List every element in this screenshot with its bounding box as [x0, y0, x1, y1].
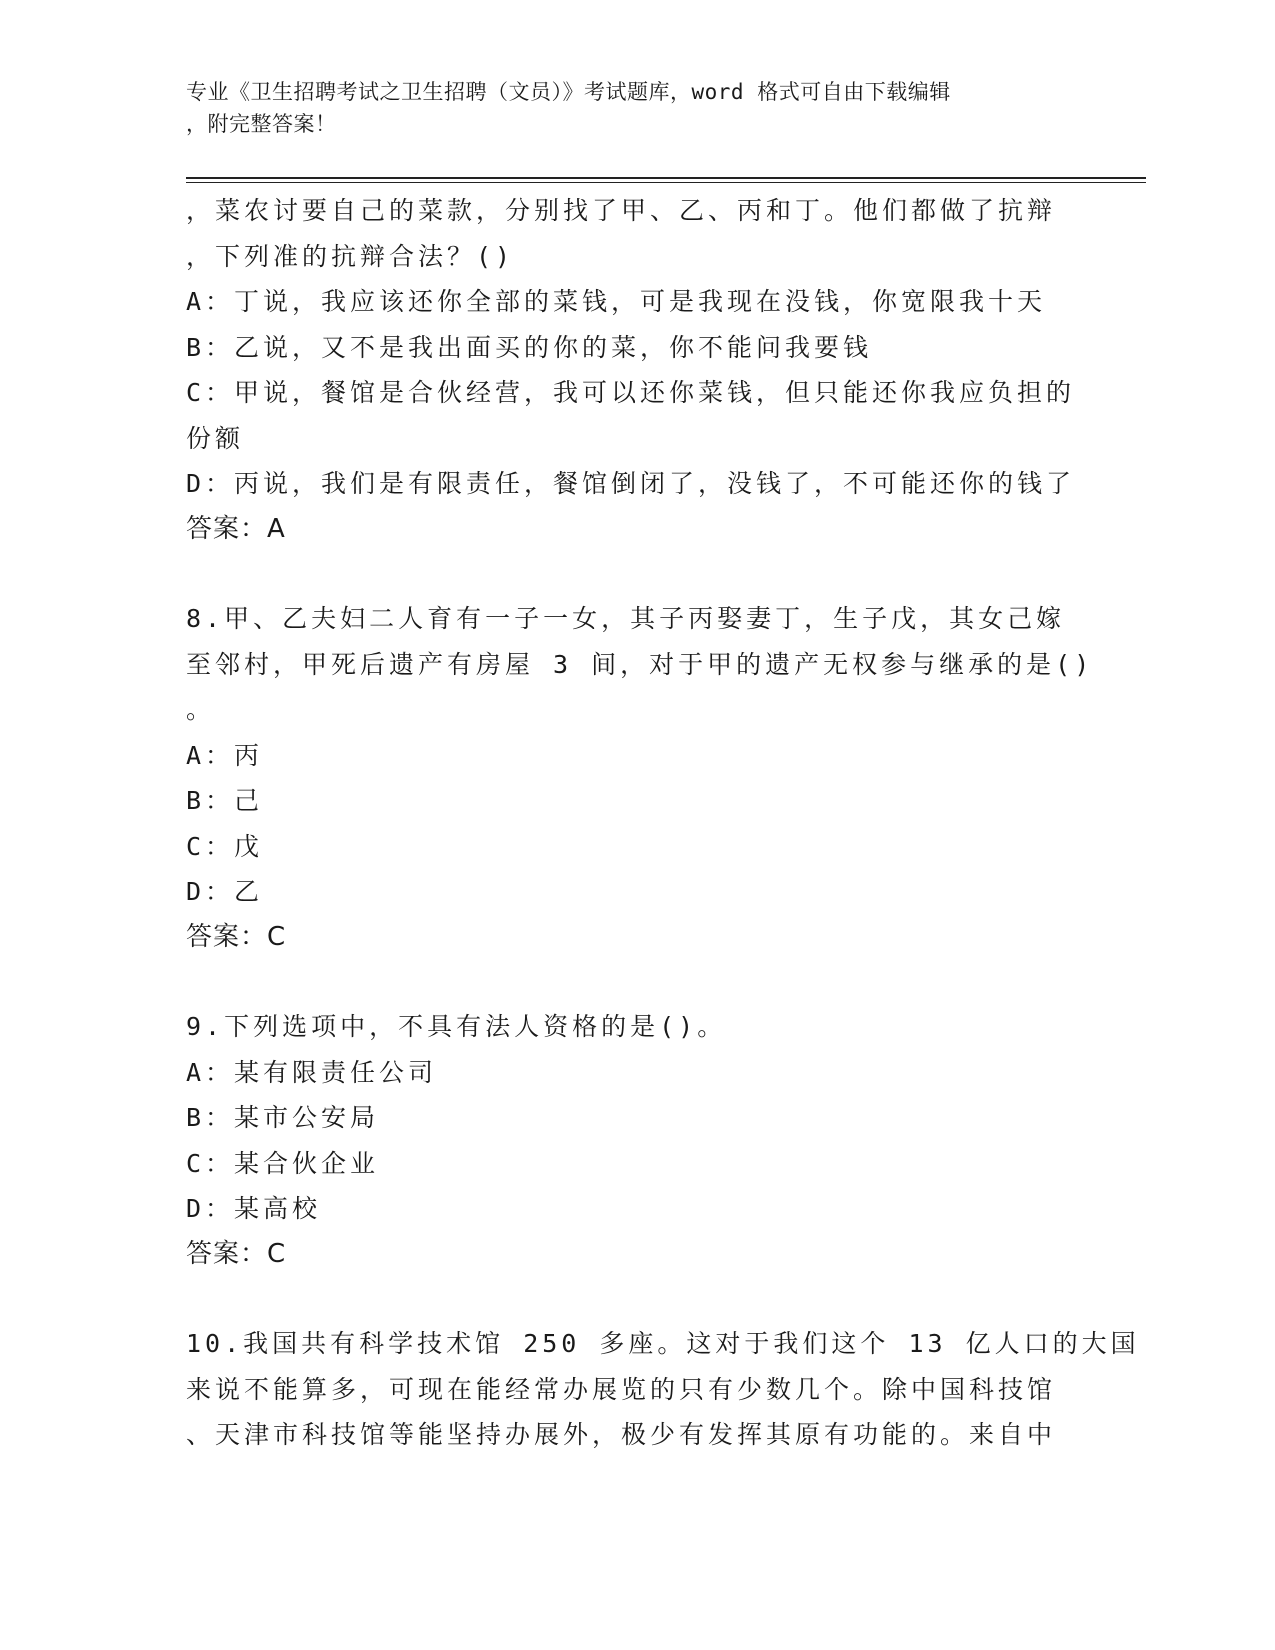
question-text: 至邻村，甲死后遗产有房屋 3 间，对于甲的遗产无权参与继承的是() [186, 649, 1094, 679]
question-text: 9.下列选项中，不具有法人资格的是()。 [186, 1012, 727, 1041]
option-c: C：某合伙企业 [186, 1148, 380, 1178]
question-text: 10.我国共有科学技术馆 250 多座。这对于我们这个 13 亿人口的大国 [186, 1329, 1140, 1358]
question-text: 8.甲、乙夫妇二人育有一子一女，其子丙娶妻丁，生子戊，其女己嫁 [186, 604, 1066, 633]
document-header [186, 76, 1066, 140]
option-c: C：戊 [186, 831, 264, 861]
option-b: B：乙说，又不是我出面买的你的菜，你不能问我要钱 [186, 332, 873, 362]
question-9 [186, 1004, 1066, 1277]
option-d: D：乙 [186, 877, 264, 906]
option-a: A：丙 [186, 740, 264, 770]
header-line: ，附完整答案！ [186, 112, 337, 136]
question-text: ，下列准的抗辩合法？() [186, 241, 515, 271]
option-a: A：丁说，我应该还你全部的菜钱，可是我现在没钱，你宽限我十天 [186, 287, 1047, 316]
option-b: B：某市公安局 [186, 1103, 380, 1132]
header-divider [186, 177, 1146, 183]
answer: 答案：C [186, 1238, 287, 1269]
answer: 答案：C [186, 921, 287, 952]
question-8 [186, 596, 1094, 960]
question-text: 。 [186, 695, 216, 724]
option-b: B：己 [186, 786, 264, 815]
header-line: 专业《卫生招聘考试之卫生招聘（文员）》考试题库，word 格式可自由下载编辑 [186, 80, 951, 104]
question-text: 、天津市科技馆等能坚持办展外，极少有发挥其原有功能的。来自中 [186, 1420, 1057, 1449]
option-c: C：甲说，餐馆是合伙经营，我可以还你菜钱，但只能还你我应负担的 [186, 378, 1076, 407]
option-d: D：某高校 [186, 1194, 322, 1223]
option-d: D：丙说，我们是有限责任，餐馆倒闭了，没钱了，不可能还你的钱了 [186, 469, 1076, 498]
question-list [186, 188, 1140, 1458]
question-10 [186, 1321, 1140, 1458]
question-text: ，菜农讨要自己的菜款，分别找了甲、乙、丙和丁。他们都做了抗辩 [186, 196, 1057, 225]
answer: 答案：A [186, 513, 286, 544]
question-7 [186, 188, 1076, 552]
option-c-continued: 份额 [186, 423, 245, 453]
question-text: 来说不能算多，可现在能经常办展览的只有少数几个。除中国科技馆 [186, 1374, 1057, 1404]
option-a: A：某有限责任公司 [186, 1057, 438, 1087]
